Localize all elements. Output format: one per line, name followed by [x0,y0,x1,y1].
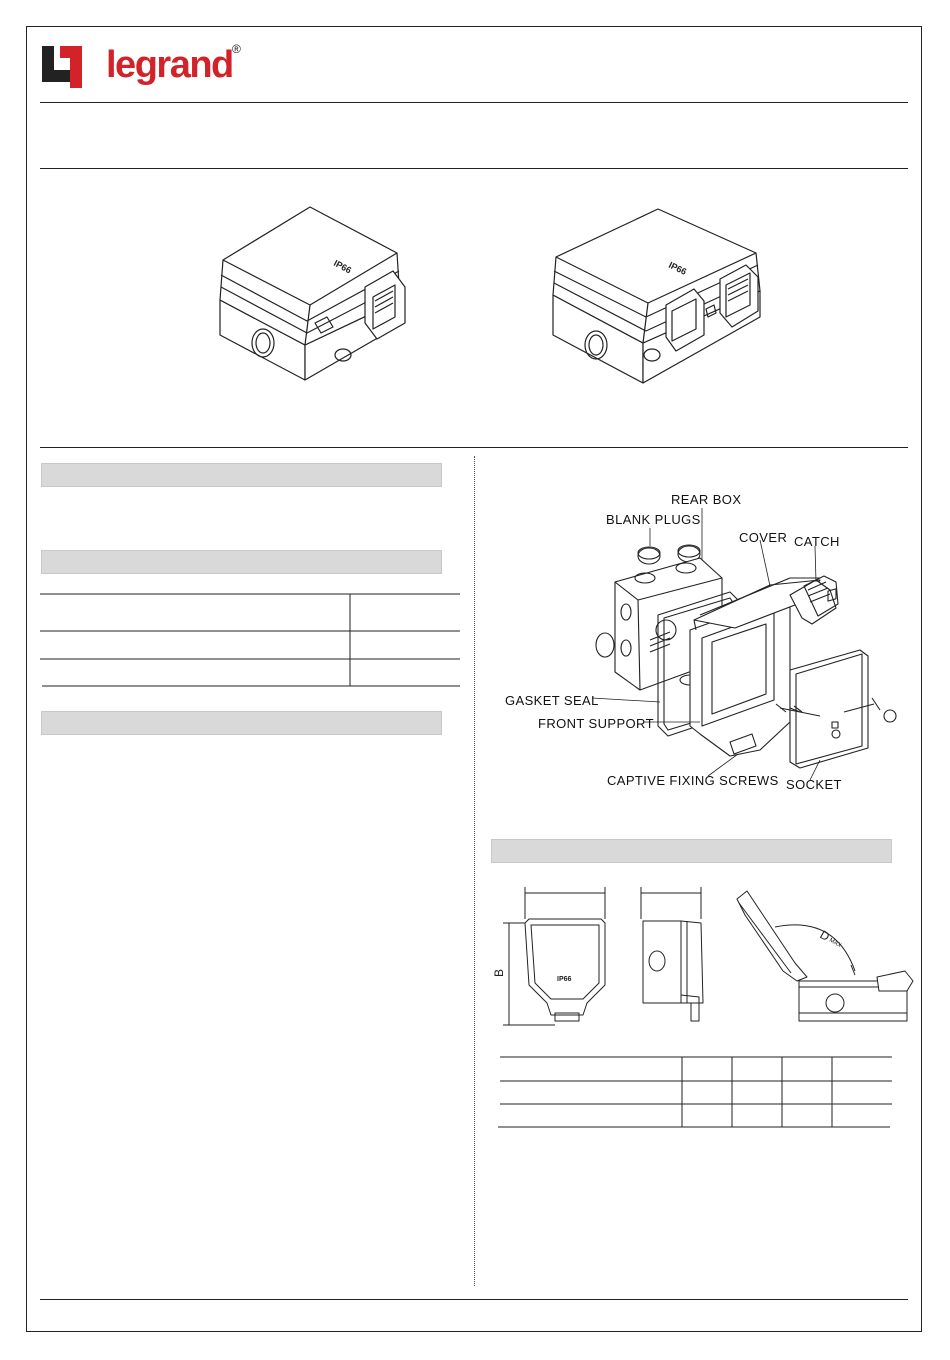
exploded-view-drawing [490,490,910,790]
rule-title [40,168,908,169]
registered-mark: ® [232,42,241,56]
callout-cover: COVER [739,530,788,545]
spec-table [40,590,460,690]
callout-catch: CATCH [794,534,840,549]
product-image-twin [548,205,768,395]
section-bar-2 [41,550,442,574]
section-bar-dimensions [491,839,892,863]
brand-logo [40,42,260,94]
callout-rear-box: REAR BOX [671,492,742,507]
rule-header [40,102,908,103]
legrand-mark-icon [40,42,102,94]
brand-name: legrand [106,44,233,86]
section-bar-3 [41,711,442,735]
section-bar-1 [41,463,442,487]
callout-captive-fixing-screws: CAPTIVE FIXING SCREWS [607,773,779,788]
dimension-table [496,1050,896,1130]
product-marking-1: IP66 [332,257,354,276]
dimension-drawing-marking: IP66 [557,976,572,983]
rule-footer [40,1299,908,1300]
callout-socket: SOCKET [786,777,842,792]
column-divider [474,456,475,1286]
blank-plug-1 [638,548,660,564]
product-marking-2: IP66 [667,259,689,277]
callout-blank-plugs: BLANK PLUGS [606,512,701,527]
dimension-d-sub-label: MAX [828,937,843,950]
callout-front-support: FRONT SUPPORT [538,716,654,731]
product-image-single [215,205,415,395]
dimension-b-label: B [492,968,506,977]
rule-images [40,447,908,448]
dimension-drawings [492,885,915,1035]
callout-gasket-seal: GASKET SEAL [505,693,599,708]
dimension-d-label: D [817,927,833,944]
